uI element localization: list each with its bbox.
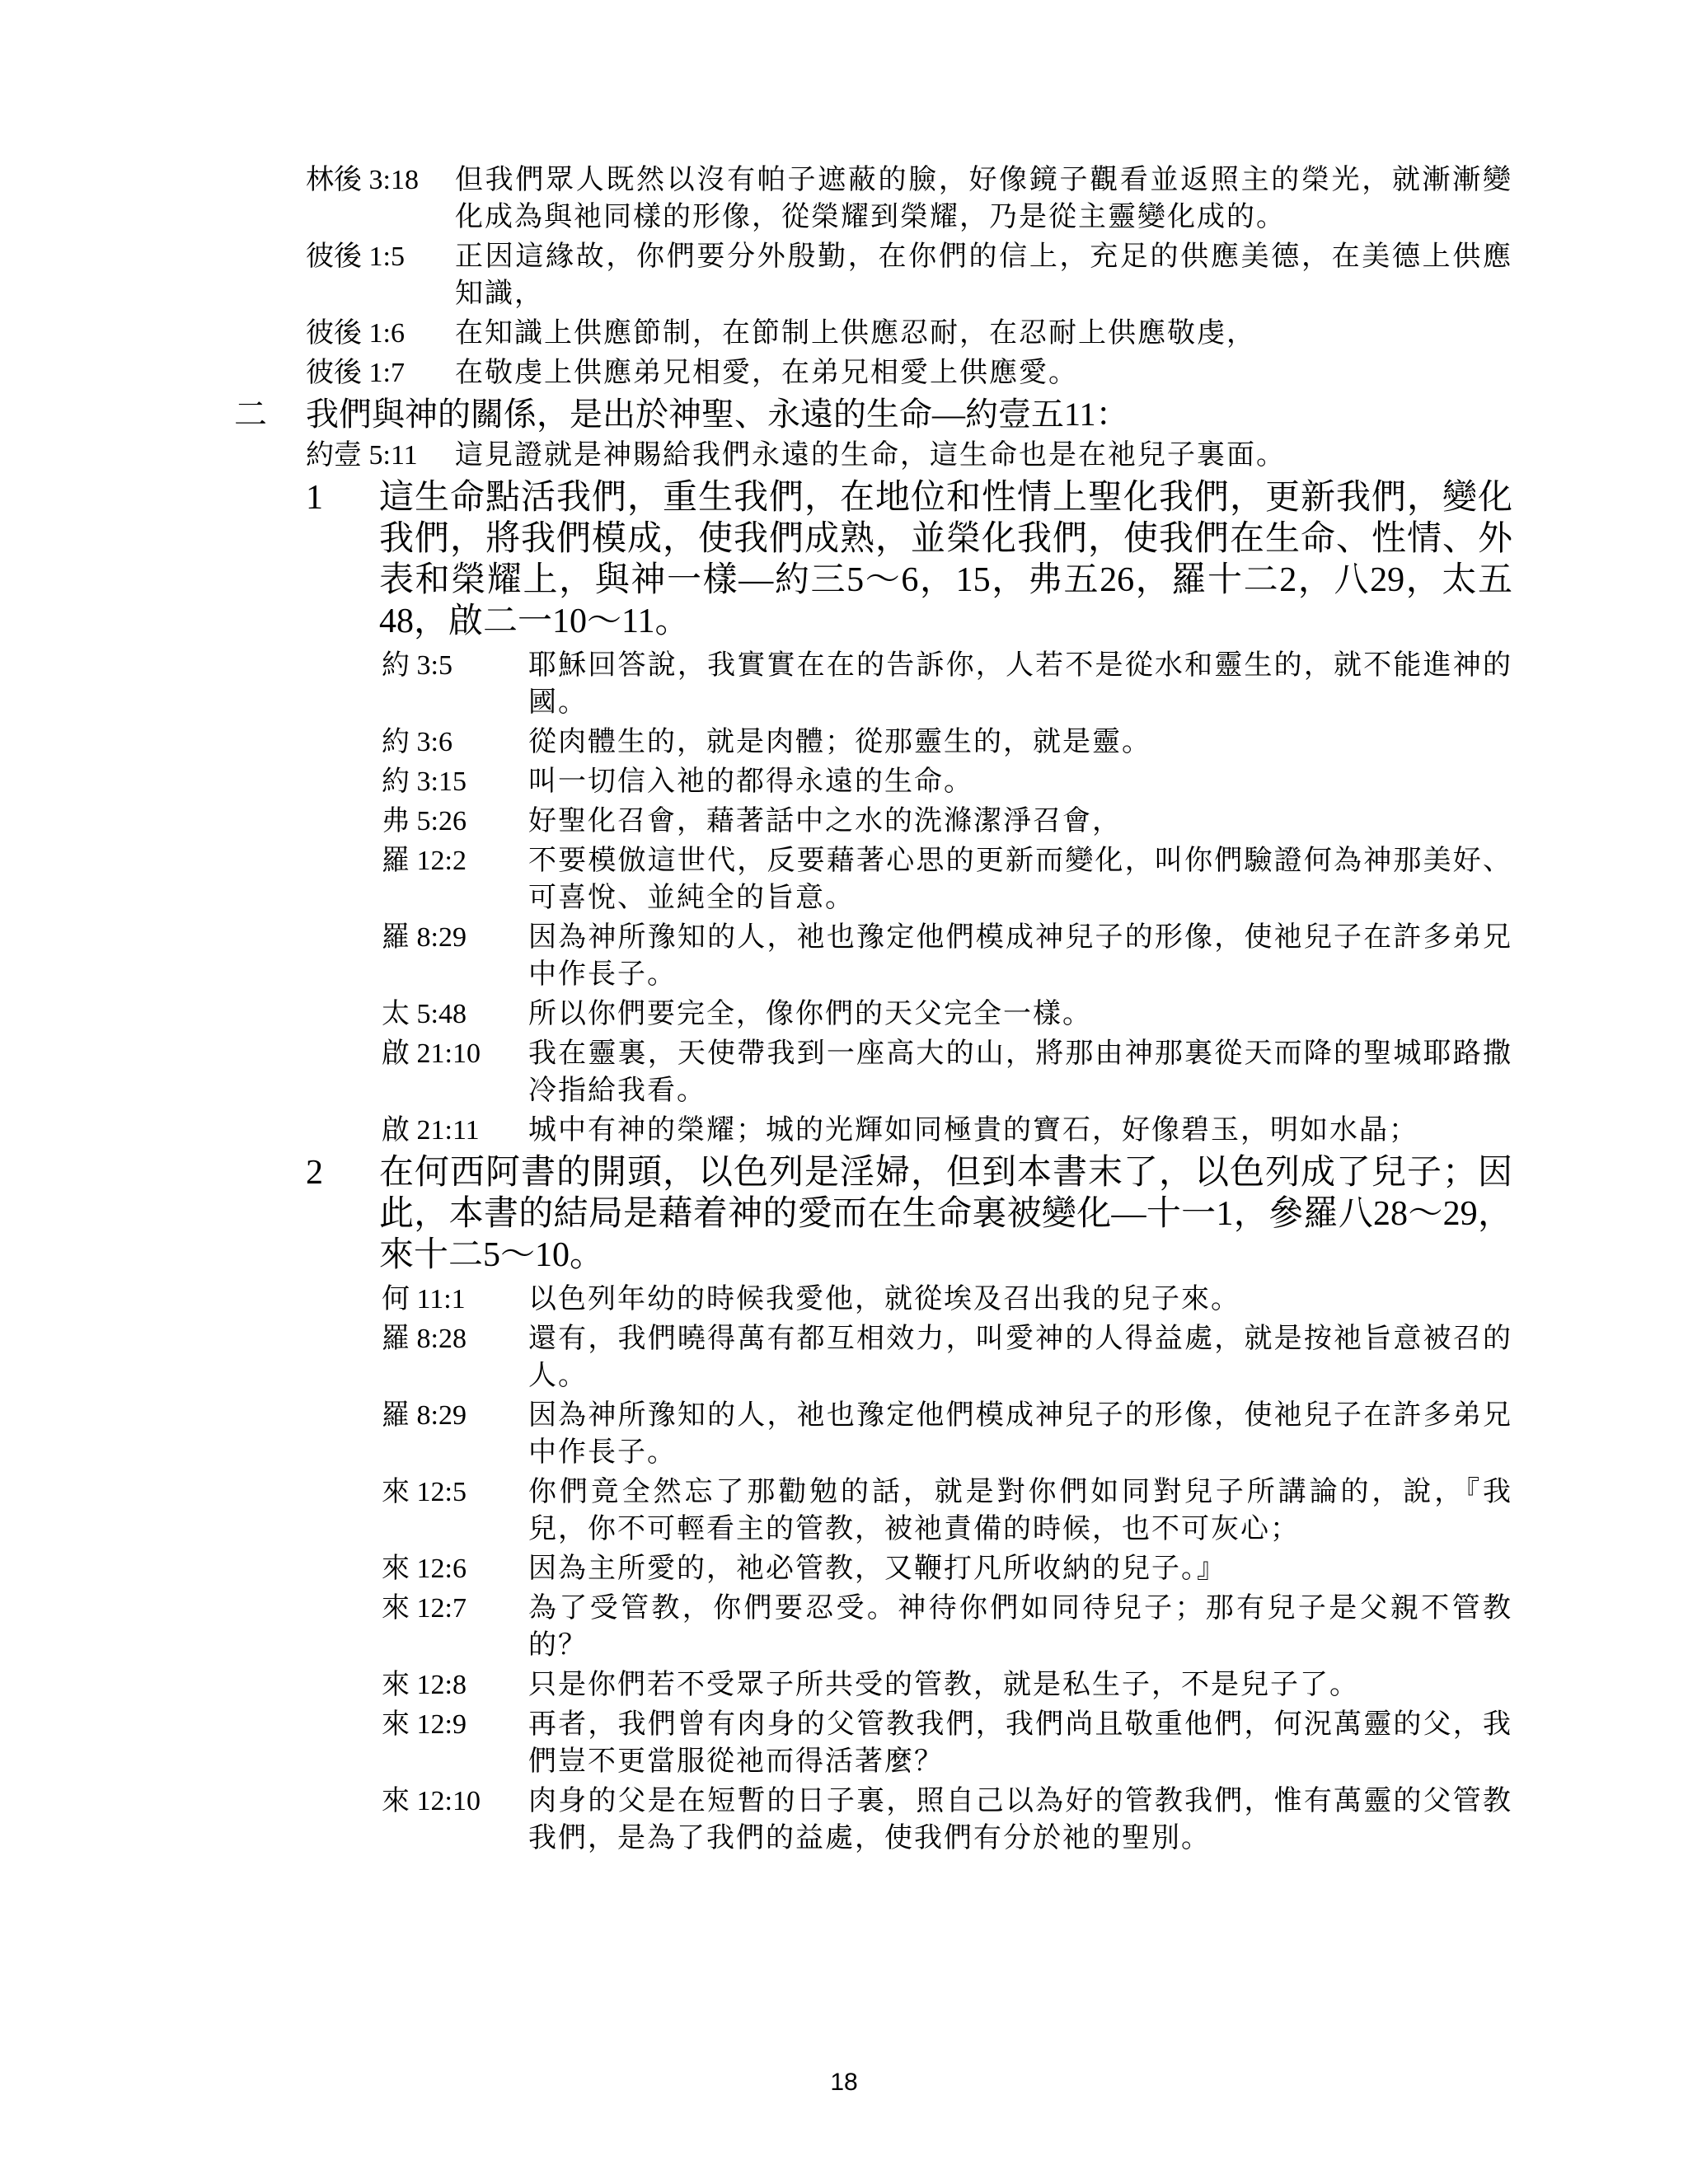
verse-reference: 林後 3:18 <box>306 165 419 195</box>
verse-reference: 彼後 1:7 <box>306 358 405 388</box>
verse-reference: 羅 8:28 <box>382 1324 467 1354</box>
verse-text: 因為神所豫知的人，祂也豫定他們模成神兒子的形像，使祂兒子在許多弟兄中作長子。 <box>528 922 1512 990</box>
verse-text: 但我們眾人既然以沒有帕子遮蔽的臉，好像鏡子觀看並返照主的榮光，就漸漸變化成為與祂同樣的形像，從榮耀到榮耀，乃是從主靈變化成的。 <box>455 165 1512 232</box>
verse-entry <box>306 162 1512 236</box>
verse-reference: 彼後 1:6 <box>306 318 405 349</box>
verse-text: 肉身的父是在短暫的日子裏，照自己以為好的管教我們，惟有萬靈的父管教我們，是為了我們的益處，使我們有分於祂的聖別。 <box>528 1786 1512 1854</box>
verse-entry <box>382 1397 1512 1471</box>
verse-entry <box>382 996 1512 1033</box>
item-number: 2 <box>306 1154 323 1192</box>
verse-reference: 來 12:6 <box>382 1554 467 1584</box>
verse-entry <box>382 1550 1512 1587</box>
verse-entry <box>382 1706 1512 1780</box>
verse-reference: 來 12:9 <box>382 1709 467 1740</box>
verse-text: 在敬虔上供應弟兄相愛，在弟兄相愛上供應愛。 <box>455 358 1078 388</box>
verse-text: 好聖化召會，藉著話中之水的洗滌潔淨召會， <box>528 806 1122 837</box>
verse-reference: 來 12:5 <box>382 1477 467 1507</box>
verse-reference: 羅 12:2 <box>382 846 467 876</box>
verse-entry <box>382 1666 1512 1704</box>
verse-entry <box>382 1783 1512 1857</box>
verse-text: 再者，我們曾有肉身的父管教我們，我們尚且敬重他們，何況萬靈的父，我們豈不更當服從祂而得活著麼？ <box>528 1709 1512 1777</box>
verse-entry <box>306 354 1512 391</box>
outline-item <box>306 477 1512 642</box>
verse-entry <box>382 842 1512 916</box>
verse-reference: 約壹 5:11 <box>306 440 418 471</box>
verse-text: 因為主所愛的，祂必管教，又鞭打凡所收納的兒子。』 <box>528 1554 1226 1584</box>
verse-entry <box>382 803 1512 840</box>
verse-entry <box>382 919 1512 993</box>
verse-entry <box>382 1035 1512 1109</box>
verse-entry <box>382 763 1512 800</box>
verse-reference: 啟 21:10 <box>382 1038 481 1069</box>
verse-text: 叫一切信入祂的都得永遠的生命。 <box>528 766 973 797</box>
verse-reference: 約 3:5 <box>382 650 452 681</box>
verse-reference: 來 12:10 <box>382 1786 481 1816</box>
verse-text: 為了受管教，你們要忍受。神待你們如同待兒子；那有兒子是父親不管教的？ <box>528 1593 1512 1661</box>
verse-text: 還有，我們曉得萬有都互相效力，叫愛神的人得益處，就是按祂旨意被召的人。 <box>528 1324 1512 1391</box>
verse-text: 從肉體生的，就是肉體；從那靈生的，就是靈。 <box>528 727 1151 757</box>
verse-entry <box>382 724 1512 761</box>
verse-reference: 太 5:48 <box>382 999 467 1029</box>
verse-reference: 羅 8:29 <box>382 1400 467 1431</box>
point-text: 我們與神的關係，是出於神聖、永遠的生命—約壹五11： <box>306 396 1129 433</box>
verse-text: 你們竟全然忘了那勸勉的話，就是對你們如同對兒子所講論的，說，『我兒，你不可輕看主的管教，被祂責備的時候，也不可灰心； <box>528 1477 1512 1544</box>
verse-text: 所以你們要完全，像你們的天父完全一樣。 <box>528 999 1092 1029</box>
verse-reference: 弗 5:26 <box>382 806 467 837</box>
verse-text: 以色列年幼的時候我愛他，就從埃及召出我的兒子來。 <box>528 1284 1240 1315</box>
main-point <box>234 394 1512 435</box>
verse-text: 不要模倣這世代，反要藉著心思的更新而變化，叫你們驗證何為神那美好、可喜悅、並純全的旨意。 <box>528 846 1512 913</box>
page-number: 18 <box>830 2069 858 2096</box>
verse-entry <box>382 1590 1512 1664</box>
verse-reference: 何 11:1 <box>382 1284 466 1315</box>
verse-reference: 彼後 1:5 <box>306 241 405 272</box>
verse-entry <box>306 315 1512 352</box>
document-body <box>0 162 1688 1859</box>
outline-item <box>306 1152 1512 1276</box>
verse-reference: 來 12:8 <box>382 1670 467 1700</box>
verse-reference: 約 3:15 <box>382 766 467 797</box>
verse-text: 我在靈裏，天使帶我到一座高大的山，將那由神那裏從天而降的聖城耶路撒冷指給我看。 <box>528 1038 1512 1106</box>
verse-text: 在知識上供應節制，在節制上供應忍耐，在忍耐上供應敬虔， <box>455 318 1256 349</box>
verse-text: 只是你們若不受眾子所共受的管教，就是私生子，不是兒子了。 <box>528 1670 1359 1700</box>
verse-reference: 啟 21:11 <box>382 1115 480 1146</box>
verse-text: 這見證就是神賜給我們永遠的生命，這生命也是在祂兒子裏面。 <box>455 440 1286 471</box>
verse-entry <box>382 1112 1512 1149</box>
verse-reference: 羅 8:29 <box>382 922 467 953</box>
verse-reference: 來 12:7 <box>382 1593 467 1624</box>
verse-text: 城中有神的榮耀；城的光輝如同極貴的寶石，好像碧玉，明如水晶； <box>528 1115 1418 1146</box>
item-text: 在何西阿書的開頭，以色列是淫婦，但到本書末了，以色列成了兒子；因此，本書的結局是藉着神的愛而在生命裏被變化—十一1，參羅八28～29，來十二5～10。 <box>379 1154 1512 1274</box>
verse-entry <box>382 1474 1512 1548</box>
verse-reference: 約 3:6 <box>382 727 452 757</box>
item-text: 這生命點活我們，重生我們，在地位和性情上聖化我們，更新我們，變化我們，將我們模成，使我們成熟，並榮化我們，使我們在生命、性情、外表和榮耀上，與神一樣—約三5～6，15，弗五26，羅十二2，八29，太五48，啟二一10～11。 <box>379 479 1512 640</box>
verse-text: 耶穌回答說，我實實在在的告訴你，人若不是從水和靈生的，就不能進神的國。 <box>528 650 1512 718</box>
point-number: 二 <box>234 396 267 433</box>
verse-entry <box>382 1281 1512 1318</box>
verse-entry <box>306 238 1512 312</box>
verse-text: 因為神所豫知的人，祂也豫定他們模成神兒子的形像，使祂兒子在許多弟兄中作長子。 <box>528 1400 1512 1468</box>
verse-text: 正因這緣故，你們要分外殷勤，在你們的信上，充足的供應美德，在美德上供應知識， <box>455 241 1512 309</box>
verse-entry <box>382 1320 1512 1394</box>
item-number: 1 <box>306 479 323 517</box>
verse-entry <box>306 437 1512 474</box>
verse-entry <box>382 647 1512 721</box>
